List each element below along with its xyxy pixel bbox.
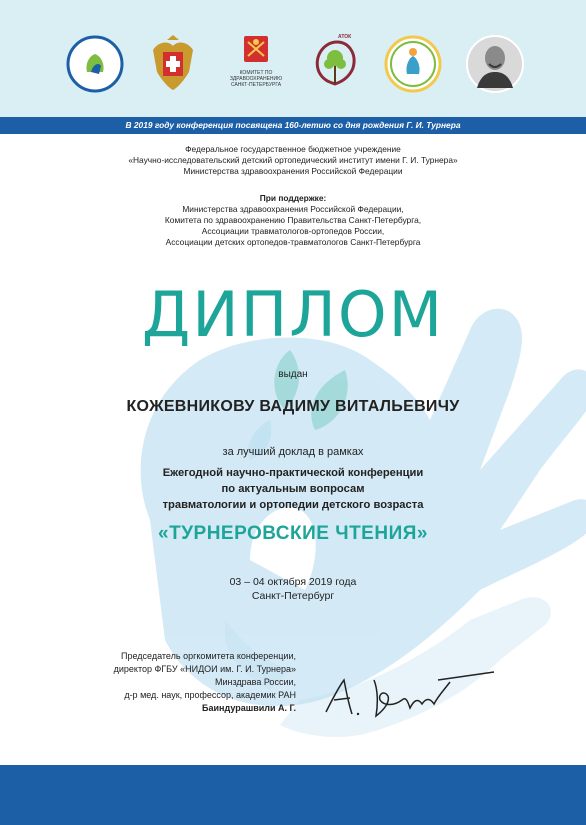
event-dates-location [0, 575, 586, 603]
award-reason: за лучший доклад в рамках [222, 446, 364, 458]
conference-name: «ТУРНЕРОВСКИЕ ЧТЕНИЯ» [158, 523, 428, 544]
support-line: Ассоциации травматологов-ортопедов России, [201, 226, 385, 236]
signer-block [36, 650, 296, 715]
conference-line: травматологии и ортопедии детского возраста [162, 499, 424, 511]
support-line: Министерства здравоохранения Российской Федерации, [182, 204, 404, 214]
signer-line: Председатель оргкомитета конференции, [121, 651, 296, 661]
atok-caption: АТОК [338, 34, 352, 40]
organizer-line: Министерства здравоохранения Российской Федерации [183, 166, 403, 176]
support-line: Ассоциации детских ортопедов-травматологов Санкт-Петербурга [165, 237, 421, 247]
organizer-line: «Научно-исследовательский детский ортопедический институт имени Г. И. Турнера» [128, 155, 458, 165]
signer-line: Минздрава России, [214, 677, 296, 687]
organizer-line: Федеральное государственное бюджетное учреждение [185, 144, 401, 154]
conference-line: по актуальным вопросам [221, 483, 365, 495]
health-committee-caption: КОМИТЕТ ПО ЗДРАВООХРАНЕНИЮ САНКТ-ПЕТЕРБУРГА [229, 70, 283, 88]
conference-line: Ежегодной научно-практической конференции [162, 467, 424, 479]
event-dates: 03 – 04 октября 2019 года [229, 576, 357, 588]
signer-name: Баиндурашвили А. Г. [202, 703, 296, 713]
handwritten-signature [318, 660, 498, 730]
support-heading: При поддержке: [259, 193, 327, 203]
issued-label: выдан [278, 369, 308, 380]
organizer-block [0, 144, 586, 177]
signer-line: д-р мед. наук, профессор, академик РАН [124, 690, 296, 700]
conference-description [0, 465, 586, 513]
signer-line: директор ФГБУ «НИДОИ им. Г. И. Турнера» [113, 664, 296, 674]
support-line: Комитета по здравоохранению Правительства Санкт-Петербурга, [164, 215, 422, 225]
diploma-title: ДИПЛОМ [141, 278, 445, 351]
event-city: Санкт-Петербург [251, 590, 335, 602]
support-block [0, 204, 586, 248]
recipient-name: КОЖЕВНИКОВУ ВАДИМУ ВИТАЛЬЕВИЧУ [126, 398, 460, 415]
anniversary-banner: В 2019 году конференция посвящена 160-летию со дня рождения Г. И. Турнера [0, 117, 586, 134]
